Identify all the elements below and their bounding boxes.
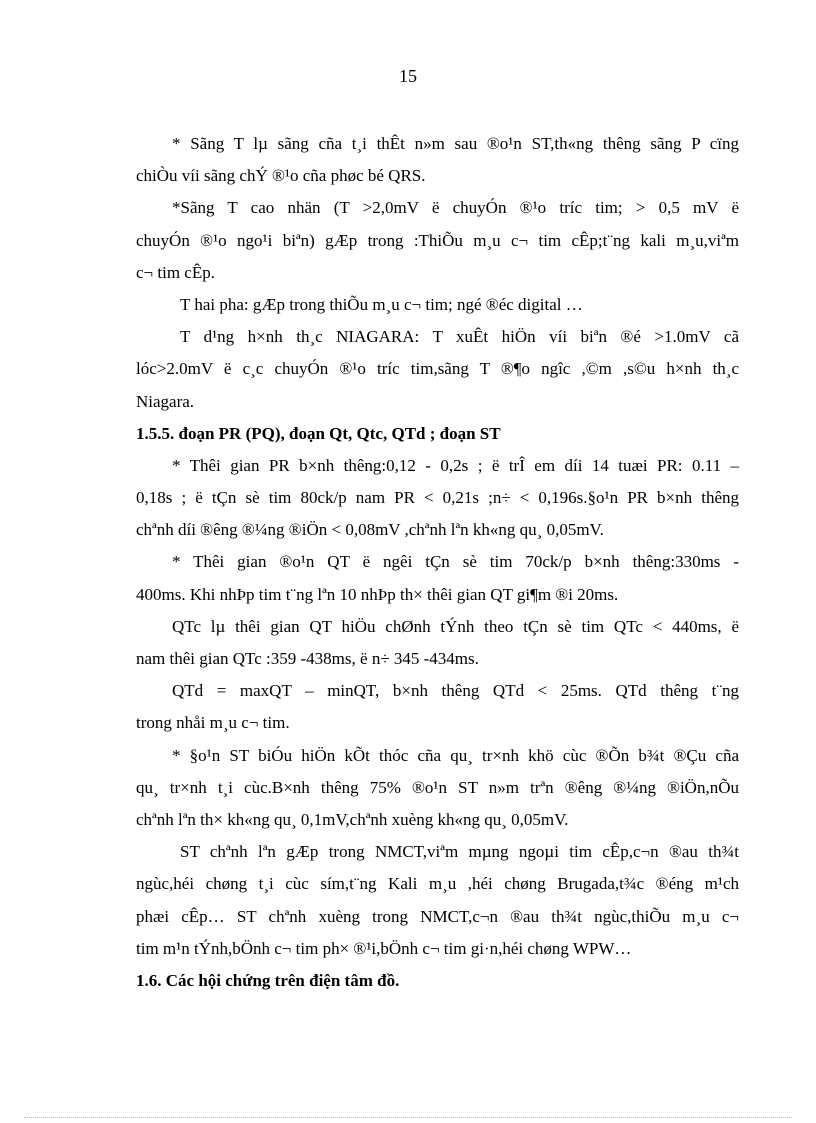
- paragraph-line: ST chªnh lªn gÆp trong NMCT,viªm mµng ngoµi tim cÊp,c¬n ®au th¾t: [180, 842, 739, 862]
- paragraph-line: T hai pha: gÆp trong thiÕu m¸u c¬ tim; ngé ®éc digital …: [180, 294, 583, 314]
- paragraph-line: nam thêi gian QTc :359 -438ms, ë n÷ 345 -434ms.: [136, 649, 479, 668]
- paragraph-line: * §o¹n ST biÓu hiÖn kÕt thóc cña qu¸ tr×nh khö cùc ®Õn b¾t ®Çu cña: [172, 745, 739, 765]
- paragraph-line: chiÒu víi sãng chÝ ®¹o cña phøc bé QRS.: [136, 166, 426, 186]
- paragraph-line: Niagara.: [136, 391, 195, 411]
- page-number: 15: [399, 66, 417, 86]
- paragraph-line: ngùc,héi chøng t¸i cùc sím,t¨ng Kali m¸u ,héi chøng Brugada,t¾c ®éng m¹ch: [136, 874, 739, 894]
- paragraph-line: 400ms. Khi nhÞp tim t¨ng lªn 10 nhÞp th× thêi gian QT gi¶m ®i 20ms.: [136, 584, 619, 604]
- paragraph-line: c¬ tim cÊp.: [136, 262, 215, 282]
- paragraph-line: chªnh lªn th× kh«ng qu¸ 0,1mV,chªnh xuèng kh«ng qu¸ 0,05mV.: [136, 809, 569, 829]
- paragraph-line: 0,18s ; ë tÇn sè tim 80ck/p nam PR < 0,21s ;n÷ < 0,196s.§o¹n PR b×nh thêng: [136, 488, 739, 508]
- paragraph-line: chªnh díi ®êng ®¼ng ®iÖn < 0,08mV ,chªnh lªn kh«ng qu¸ 0,05mV.: [136, 520, 604, 540]
- paragraph-line: phæi cÊp… ST chªnh xuèng trong NMCT,c¬n ®au th¾t ngùc,thiÕu m¸u c¬: [136, 906, 739, 926]
- paragraph-line: T d¹ng h×nh th¸c NIAGARA: T xuÊt hiÖn víi biªn ®é >1.0mV cã: [180, 327, 739, 347]
- paragraph-line: lóc>2.0mV ë c¸c chuyÓn ®¹o tríc tim,sãng T ®¶o ngîc ,©m ,s©u h×nh th¸c: [136, 359, 739, 379]
- footer-divider: [24, 1117, 792, 1118]
- paragraph-line: * Sãng T lµ sãng cña t¸i thÊt n»m sau ®o¹n ST,th«ng thêng sãng P cïng: [172, 134, 739, 153]
- paragraph-line: trong nhåi m¸u c¬ tim.: [136, 713, 290, 733]
- paragraph-line: tim m¹n tÝnh,bÖnh c¬ tim ph× ®¹i,bÖnh c¬ tim gi·n,héi chøng WPW…: [136, 938, 632, 958]
- document-body: [136, 132, 739, 1001]
- section-heading: 1.5.5. đoạn PR (PQ), đoạn Qt, Qtc, QTd ; đoạn ST: [136, 423, 501, 443]
- paragraph-line: * Thêi gian PR b×nh thêng:0,12 - 0,2s ; ë trÎ em díi 14 tuæi PR: 0.11 –: [172, 455, 739, 475]
- paragraph-line: QTc lµ thêi gian QT hiÖu chØnh tÝnh theo tÇn sè tim QTc < 440ms, ë: [172, 616, 739, 636]
- paragraph-line: *Sãng T cao nhän (T >2,0mV ë chuyÓn ®¹o tríc tim; > 0,5 mV ë: [172, 198, 739, 218]
- paragraph-line: qu¸ tr×nh t¸i cùc.B×nh thêng 75% ®o¹n ST n»m trªn ®êng ®¼ng ®iÖn,nÕu: [136, 777, 739, 797]
- paragraph-line: chuyÓn ®¹o ngo¹i biªn) gÆp trong :ThiÕu m¸u c¬ tim cÊp;t¨ng kali m¸u,viªm: [136, 230, 739, 250]
- paragraph-line: QTd = maxQT – minQT, b×nh thêng QTd < 25ms. QTd thêng t¨ng: [172, 681, 739, 701]
- paragraph-line: * Thêi gian ®o¹n QT ë ngêi tÇn sè tim 70ck/p b×nh thêng:330ms -: [172, 552, 739, 572]
- section-heading: 1.6. Các hội chứng trên điện tâm đồ.: [136, 970, 400, 990]
